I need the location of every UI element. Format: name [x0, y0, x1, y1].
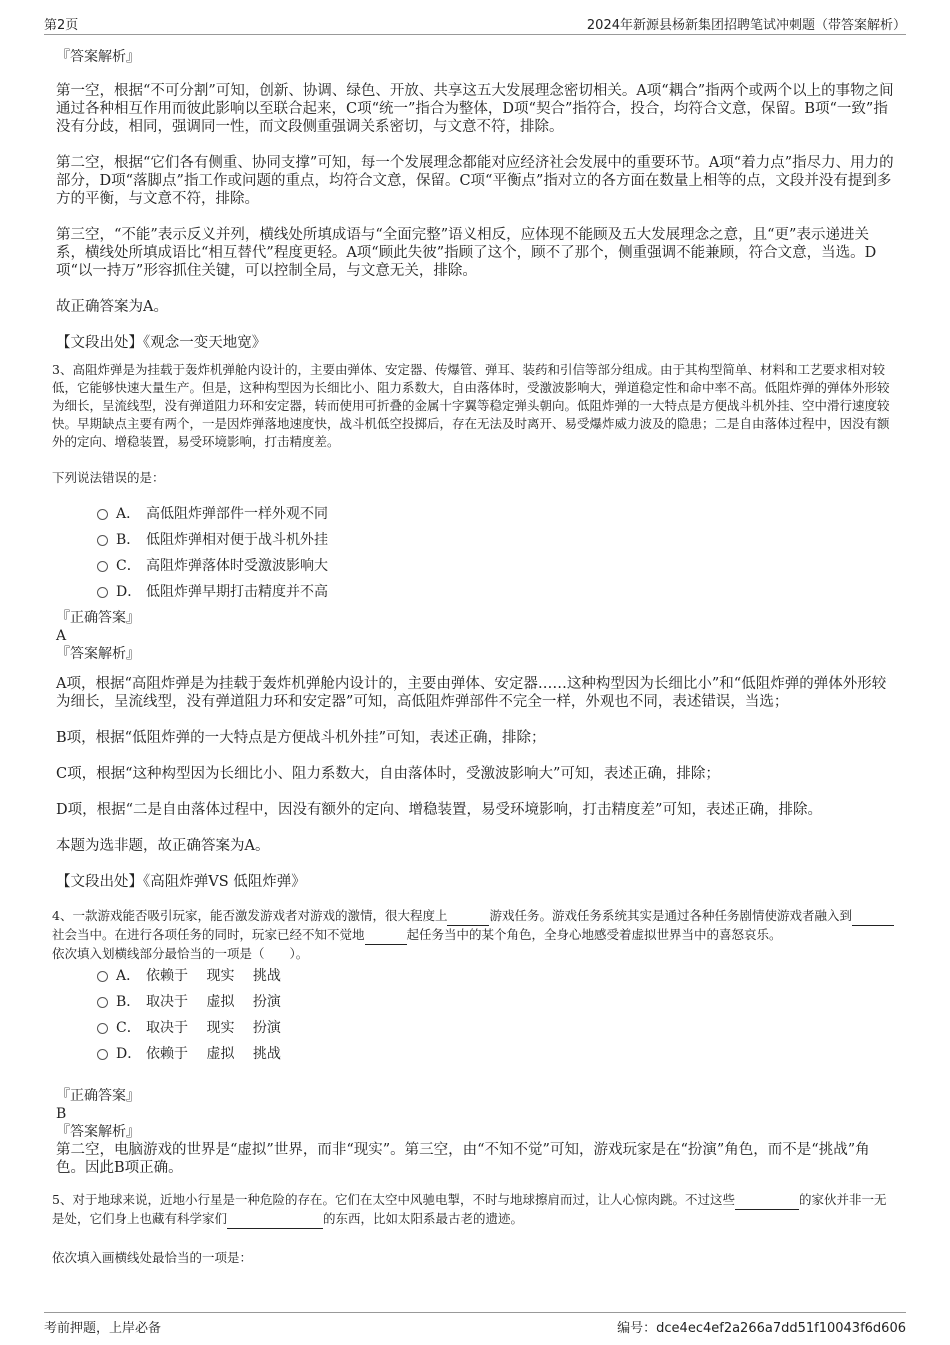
radio-icon[interactable]	[97, 1049, 108, 1060]
option-c[interactable]	[56, 553, 896, 579]
option-letter: A．	[116, 506, 141, 522]
page-number: 第2页	[44, 18, 79, 33]
stem-text: 社会当中。在进行各项任务的同时，玩家已经不知不觉地	[52, 927, 365, 942]
source-citation: 【文段出处】《高阻炸弹VS 低阻炸弹》	[56, 874, 306, 890]
question-3-prompt: 下列说法错误的是：	[52, 470, 165, 485]
option-d[interactable]	[56, 579, 896, 605]
radio-icon[interactable]	[97, 509, 108, 520]
correct-answer: B	[56, 1106, 67, 1122]
analysis-conclusion: 本题为选非题，故正确答案为A。	[56, 838, 270, 854]
option-text: 取决于 虚拟 扮演	[146, 994, 281, 1010]
document-title: 2024年新源县杨新集团招聘笔试冲刺题（带答案解析）	[586, 18, 906, 33]
option-letter: B．	[116, 994, 141, 1010]
question-5-stem	[52, 1191, 896, 1229]
option-letter: D．	[116, 584, 142, 600]
stem-text: 起任务当中的某个角色，全身心地感受着虚拟世界当中的喜怒哀乐。	[406, 927, 782, 942]
answer-label: 『正确答案』	[56, 1088, 140, 1104]
question-3-options	[56, 501, 896, 605]
option-text: 依赖于 虚拟 挑战	[146, 1046, 281, 1062]
radio-icon[interactable]	[97, 587, 108, 598]
fill-blank	[852, 907, 894, 926]
option-text: 低阻炸弹早期打击精度并不高	[146, 584, 328, 600]
fill-blank	[447, 907, 489, 926]
analysis-paragraph-3: 第三空，“不能”表示反义并列，横线处所填成语与“全面完整”语义相反，应体现不能顾及五大发展理念之意，且“更”表示递进关系，横线处所填成语比“相互替代”程度更轻。A项“顾此失彼”指顾了这个，顾不了那个，侧重强调不能兼顾，符合文意，当选。D项“以一持万”形容抓住关键，可以控制全局，与文意无关，排除。	[56, 227, 877, 279]
footer-slogan: 考前押题，上岸必备	[44, 1321, 162, 1336]
question-5-prompt: 依次填入画横线处最恰当的一项是：	[52, 1250, 253, 1265]
analysis-label: 『答案解析』	[56, 49, 140, 65]
stem-text: 5、对于地球来说，近地小行星是一种危险的存在。它们在太空中风驰电掣，不时与地球擦肩而过，让人心惊肉跳。不过这些	[52, 1192, 735, 1207]
option-letter: C．	[116, 1020, 141, 1036]
option-letter: B．	[116, 532, 141, 548]
radio-icon[interactable]	[97, 535, 108, 546]
fill-blank	[735, 1191, 799, 1210]
analysis-paragraph: 第二空，电脑游戏的世界是“虚拟”世界，而非“现实”。第三空，由“不知不觉”可知，游戏玩家是在“扮演”角色，而不是“挑战”角色。因此B项正确。	[56, 1142, 870, 1176]
option-b[interactable]	[56, 989, 896, 1015]
radio-icon[interactable]	[97, 971, 108, 982]
stem-text: 4、一款游戏能否吸引玩家，能否激发游戏者对游戏的激情，很大程度上	[52, 908, 448, 923]
document-body	[52, 44, 896, 1267]
analysis-paragraph-1: 第一空，根据“不可分割”可知，创新、协调、绿色、开放、共享这五大发展理念密切相关。A项“耦合”指两个或两个以上的事物之间通过各种相互作用而彼此影响以至联合起来，C项“统一”指合为整体，D项“契合”指符合，投合，均符合文意，保留。B项“一致”指没有分歧，相同，强调同一性，而文段侧重强调关系密切，与文意不符，排除。	[56, 83, 894, 135]
option-c[interactable]	[56, 1015, 896, 1041]
fill-blank	[365, 926, 407, 945]
radio-icon[interactable]	[97, 1023, 108, 1034]
analysis-option-b: B项，根据“低阻炸弹的一大特点是方便战斗机外挂”可知，表述正确，排除；	[56, 730, 546, 746]
analysis-conclusion: 故正确答案为A。	[56, 299, 168, 315]
analysis-option-c: C项，根据“这种构型因为长细比小、阻力系数大，自由落体时，受激波影响大”可知，表述正确，排除；	[56, 766, 720, 782]
option-d[interactable]	[56, 1041, 896, 1067]
answer-label: 『正确答案』	[56, 610, 140, 626]
stem-text: 的家伙并非一无是处，它们身上也藏有科学家们	[52, 1192, 887, 1226]
stem-text: 的东西，比如太阳系最古老的遗迹。	[323, 1211, 524, 1226]
document-id: 编号：dce4ec4ef2a266a7dd51f10043f6d606	[617, 1321, 906, 1336]
analysis-label: 『答案解析』	[56, 1124, 140, 1140]
radio-icon[interactable]	[97, 561, 108, 572]
option-text: 依赖于 现实 挑战	[146, 968, 281, 984]
source-citation: 【文段出处】《观念一变天地宽》	[56, 335, 267, 351]
question-4-options	[56, 963, 896, 1067]
question-4-prompt: 依次填入划横线部分最恰当的一项是（ ）。	[52, 946, 309, 961]
option-text: 取决于 现实 扮演	[146, 1020, 281, 1036]
option-text: 高低阻炸弹部件一样外观不同	[146, 506, 328, 522]
radio-icon[interactable]	[97, 997, 108, 1008]
fill-blank	[227, 1210, 323, 1229]
option-b[interactable]	[56, 527, 896, 553]
option-letter: C．	[116, 558, 141, 574]
question-3-stem: 3、高阻炸弹是为挂载于轰炸机弹舱内设计的，主要由弹体、安定器、传爆管、弹耳、装药和引信等部分组成。由于其构型简单、材料和工艺要求相对较低，它能够快速大量生产。但是，这种构型因为长细比小、阻力系数大，自由落体时，受激波影响大，弹道稳定性和命中率不高。低阻炸弹的弹体外形较为细长，呈流线型，没有弹道阻力环和安定器，转而使用可折叠的金属十字翼等稳定弹头朝向。低阻炸弹的一大特点是方便战斗机外挂、空中滑行速度较快。早期缺点主要有两个，一是因炸弹落地速度快，战斗机低空投掷后，存在无法及时离开、易受爆炸威力波及的隐患；二是自由落体过程中，因没有额外的定向、增稳装置，易受环境影响，打击精度差。	[52, 362, 890, 449]
option-text: 高阻炸弹落体时受激波影响大	[146, 558, 328, 574]
page-header	[44, 12, 906, 35]
analysis-paragraph-2: 第二空，根据“它们各有侧重、协同支撑”可知，每一个发展理念都能对应经济社会发展中的重要环节。A项“着力点”指尽力、用力的部分，D项“落脚点”指工作或问题的重点，均符合文意，保留。C项“平衡点”指对立的各方面在数量上相等的点，文段并没有提到多方的平衡，与文意不符，排除。	[56, 155, 894, 207]
option-a[interactable]	[56, 963, 896, 989]
option-a[interactable]	[56, 501, 896, 527]
correct-answer: A	[56, 628, 67, 644]
question-4-stem	[52, 907, 896, 945]
option-text: 低阻炸弹相对便于战斗机外挂	[146, 532, 328, 548]
analysis-option-a: A项，根据“高阻炸弹是为挂载于轰炸机弹舱内设计的，主要由弹体、安定器……这种构型因为长细比小”和“低阻炸弹的弹体外形较为细长，呈流线型，没有弹道阻力环和安定器”可知，高低阻炸弹部件不完全一样，外观也不同，表述错误，当选；	[56, 676, 887, 710]
page-footer	[44, 1312, 906, 1335]
analysis-option-d: D项，根据“二是自由落体过程中，因没有额外的定向、增稳装置，易受环境影响，打击精度差”可知，表述正确，排除。	[56, 802, 822, 818]
option-letter: D．	[116, 1046, 142, 1062]
stem-text: 游戏任务。游戏任务系统其实是通过各种任务剧情使游戏者融入到	[489, 908, 852, 923]
option-letter: A．	[116, 968, 141, 984]
analysis-label: 『答案解析』	[56, 646, 140, 662]
